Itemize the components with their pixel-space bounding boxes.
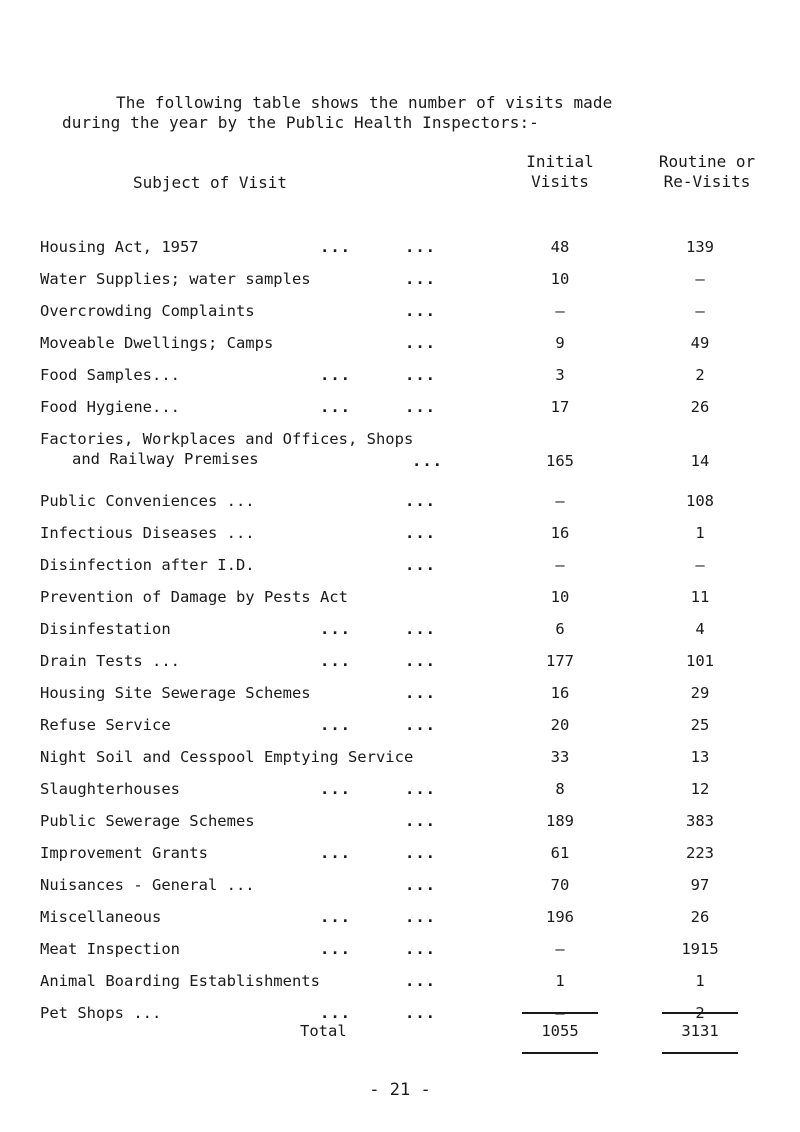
intro-line-1: The following table shows the number of visits made <box>116 93 613 112</box>
total-initial: 1055 <box>541 1022 579 1040</box>
row-subject <box>40 812 255 830</box>
row-subject-text: Food Hygiene... <box>40 398 180 416</box>
row-subject-text: Pet Shops ... <box>40 1004 162 1022</box>
row-subject <box>40 844 208 862</box>
leader-dots: ... <box>405 238 436 256</box>
row-routine-visits: 11 <box>690 588 710 606</box>
header-subject <box>40 173 380 193</box>
row-subject-text: Water Supplies; water samples <box>40 270 311 288</box>
header-initial-line1: Initial <box>526 152 594 171</box>
table-row <box>0 238 800 270</box>
row-routine-visits: 49 <box>690 334 710 352</box>
row-routine-visits: — <box>695 556 705 574</box>
header-initial-line2: Visits <box>531 172 589 191</box>
table-row <box>0 716 800 748</box>
leader-dots: ... <box>405 652 436 670</box>
page-number: - 21 - <box>369 1080 431 1100</box>
row-initial-visits: 3 <box>555 366 565 384</box>
row-subject <box>40 684 311 702</box>
row-initial-visits: — <box>555 302 565 320</box>
leader-dots: ... <box>405 716 436 734</box>
row-subject-text: Overcrowding Complaints <box>40 302 255 320</box>
leader-dots: ... <box>320 398 351 416</box>
total-rule-routine-top <box>662 1012 738 1014</box>
row-initial-visits: 16 <box>550 524 570 542</box>
row-subject <box>40 302 255 320</box>
leader-dots: ... <box>405 908 436 926</box>
total-rule-initial-top <box>522 1012 598 1014</box>
total-rule-routine-bottom <box>662 1052 738 1054</box>
row-subject-text: Miscellaneous <box>40 908 162 926</box>
leader-dots: ... <box>405 780 436 798</box>
leader-dots: ... <box>320 620 351 638</box>
row-subject-text: Meat Inspection <box>40 940 180 958</box>
leader-dots: ... <box>405 270 436 288</box>
row-subject-text: Public Sewerage Schemes <box>40 812 255 830</box>
row-initial-visits: 9 <box>555 334 565 352</box>
row-routine-visits: 2 <box>695 366 705 384</box>
leader-dots: ... <box>320 940 351 958</box>
row-routine-visits: 26 <box>690 908 710 926</box>
table-row <box>0 876 800 908</box>
row-subject-text: Slaughterhouses <box>40 780 180 798</box>
row-subject <box>40 972 320 990</box>
row-routine-visits: — <box>695 302 705 320</box>
row-initial-visits: — <box>555 492 565 510</box>
leader-dots: ... <box>405 366 436 384</box>
row-subject <box>40 748 413 766</box>
row-subject <box>40 398 180 416</box>
row-subject <box>40 430 413 468</box>
row-initial-visits: 10 <box>550 588 570 606</box>
table-row <box>0 940 800 972</box>
row-initial-visits: 8 <box>555 780 565 798</box>
row-subject <box>40 716 171 734</box>
row-subject-text: Prevention of Damage by Pests Act <box>40 588 348 606</box>
row-routine-visits: 1 <box>695 972 705 990</box>
leader-dots: ... <box>405 524 436 542</box>
row-subject <box>40 908 161 926</box>
row-subject <box>40 238 199 256</box>
table-row <box>0 748 800 780</box>
row-initial-visits: — <box>555 940 565 958</box>
row-initial-visits: 61 <box>550 844 570 862</box>
row-initial-visits: 33 <box>550 748 570 766</box>
table-row <box>0 398 800 430</box>
row-subject-text: Housing Site Sewerage Schemes <box>40 684 311 702</box>
table-row <box>0 620 800 652</box>
row-routine-visits: — <box>695 270 705 288</box>
row-subject <box>40 780 180 798</box>
table-row <box>0 844 800 876</box>
row-initial-visits: 196 <box>546 908 574 926</box>
row-routine-visits: 108 <box>686 492 714 510</box>
row-subject-text: Drain Tests ... <box>40 652 180 670</box>
leader-dots: ... <box>320 1004 351 1022</box>
table-row <box>0 972 800 1004</box>
table-row <box>0 780 800 812</box>
row-subject-text: Moveable Dwellings; Camps <box>40 334 274 352</box>
leader-dots: ... <box>405 398 436 416</box>
leader-dots: ... <box>320 908 351 926</box>
leader-dots: ... <box>320 366 351 384</box>
row-routine-visits: 26 <box>690 398 710 416</box>
leader-dots: ... <box>320 652 351 670</box>
row-routine-visits: 12 <box>690 780 710 798</box>
row-subject-text: Improvement Grants <box>40 844 208 862</box>
leader-dots: ... <box>405 684 436 702</box>
header-routine-line1: Routine or <box>658 152 756 171</box>
header-routine-visits <box>632 152 782 192</box>
row-subject-text: Food Samples... <box>40 366 180 384</box>
row-initial-visits: 70 <box>550 876 570 894</box>
row-subject-text: Infectious Diseases ... <box>40 524 255 542</box>
leader-dots: ... <box>320 844 351 862</box>
table-row <box>0 908 800 940</box>
leader-dots: ... <box>320 716 351 734</box>
leader-dots: ... <box>320 780 351 798</box>
row-initial-visits: 1 <box>555 972 565 990</box>
table-row <box>0 684 800 716</box>
table-row <box>0 556 800 588</box>
table-row <box>0 652 800 684</box>
table-row <box>0 334 800 366</box>
row-routine-visits: 97 <box>690 876 710 894</box>
table-row <box>0 302 800 334</box>
total-routine: 3131 <box>681 1022 719 1040</box>
row-initial-visits: 17 <box>550 398 570 416</box>
row-subject <box>40 620 171 638</box>
leader-dots: ... <box>405 812 436 830</box>
row-subject <box>40 588 348 606</box>
row-initial-visits: — <box>555 556 565 574</box>
row-subject-text: Nuisances - General ... <box>40 876 255 894</box>
row-subject-text: Refuse Service <box>40 716 171 734</box>
visits-table <box>0 238 800 1036</box>
row-subject-text: Public Conveniences ... <box>40 492 255 510</box>
row-subject-text: Animal Boarding Establishments <box>40 972 320 990</box>
leader-dots: ... <box>405 620 436 638</box>
row-subject <box>40 492 255 510</box>
intro-line-2: during the year by the Public Health Inspectors:- <box>62 113 539 132</box>
leader-dots: ... <box>405 302 436 320</box>
table-row <box>0 812 800 844</box>
row-initial-visits: 6 <box>555 620 565 638</box>
table-row <box>0 588 800 620</box>
row-subject-text: Housing Act, 1957 <box>40 238 199 256</box>
row-routine-visits: 139 <box>686 238 714 256</box>
row-routine-visits: 1915 <box>681 940 719 958</box>
row-initial-visits: 165 <box>546 452 574 470</box>
table-row <box>0 430 800 492</box>
row-routine-visits: 383 <box>686 812 714 830</box>
leader-dots: ... <box>405 940 436 958</box>
row-routine-visits: 25 <box>690 716 710 734</box>
row-routine-visits: 101 <box>686 652 714 670</box>
row-initial-visits: 177 <box>546 652 574 670</box>
header-subject-text: Subject of Visit <box>132 173 288 192</box>
header-initial-visits <box>500 152 620 192</box>
row-subject-text: Disinfection after I.D. <box>40 556 255 574</box>
leader-dots: ... <box>405 844 436 862</box>
row-subject <box>40 270 311 288</box>
row-subject <box>40 556 255 574</box>
row-subject <box>40 940 180 958</box>
total-label: Total <box>300 1022 347 1040</box>
row-initial-visits: 20 <box>550 716 570 734</box>
leader-dots: ... <box>412 452 443 470</box>
row-subject <box>40 876 255 894</box>
row-routine-visits: 223 <box>686 844 714 862</box>
leader-dots: ... <box>405 492 436 510</box>
header-routine-line2: Re-Visits <box>663 172 751 191</box>
row-initial-visits: 48 <box>550 238 570 256</box>
row-routine-visits: 1 <box>695 524 705 542</box>
row-subject-text-line2: and Railway Premises <box>72 450 259 468</box>
row-subject <box>40 334 273 352</box>
leader-dots: ... <box>405 1004 436 1022</box>
table-row <box>0 524 800 556</box>
leader-dots: ... <box>405 556 436 574</box>
row-initial-visits: 16 <box>550 684 570 702</box>
intro-paragraph <box>62 93 762 133</box>
row-subject <box>40 366 180 384</box>
leader-dots: ... <box>320 238 351 256</box>
leader-dots: ... <box>405 876 436 894</box>
table-row <box>0 270 800 302</box>
row-subject <box>40 524 255 542</box>
table-row <box>0 492 800 524</box>
row-initial-visits: 189 <box>546 812 574 830</box>
row-subject-text: Night Soil and Cesspool Emptying Service <box>40 748 414 766</box>
row-routine-visits: 13 <box>690 748 710 766</box>
row-subject <box>40 1004 161 1022</box>
row-routine-visits: 14 <box>690 452 710 470</box>
row-routine-visits: 4 <box>695 620 705 638</box>
total-row <box>0 1022 800 1046</box>
total-rule-initial-bottom <box>522 1052 598 1054</box>
row-subject <box>40 652 180 670</box>
leader-dots: ... <box>405 972 436 990</box>
row-subject-text: Disinfestation <box>40 620 171 638</box>
row-routine-visits: 29 <box>690 684 710 702</box>
table-row <box>0 366 800 398</box>
row-subject-text: Factories, Workplaces and Offices, Shops <box>40 430 414 448</box>
row-initial-visits: 10 <box>550 270 570 288</box>
leader-dots: ... <box>405 334 436 352</box>
